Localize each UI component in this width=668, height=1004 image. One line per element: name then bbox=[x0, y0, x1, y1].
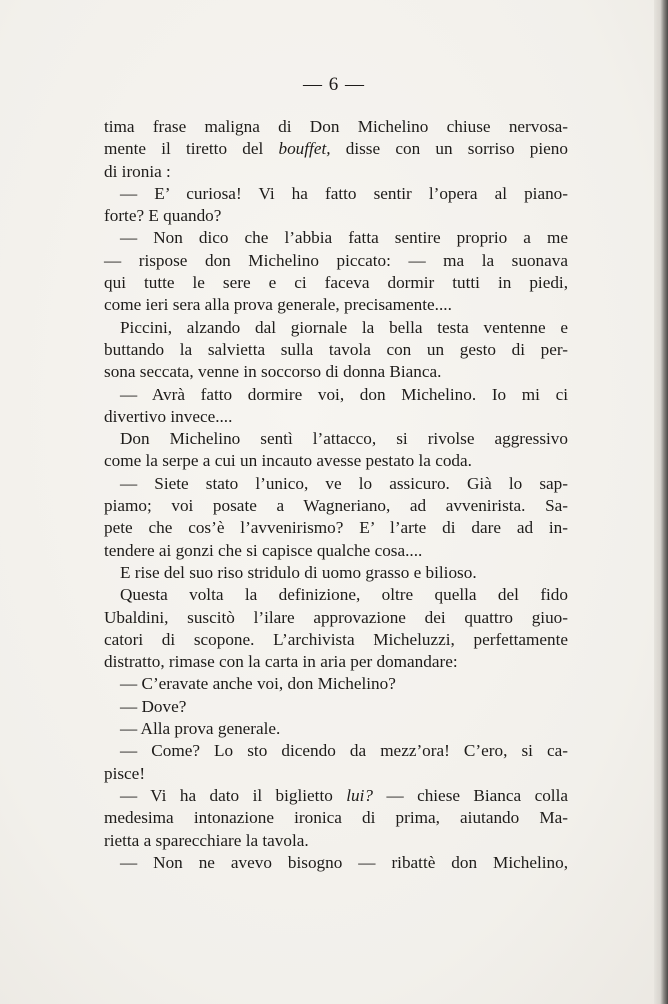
text-line: — Dove? bbox=[120, 696, 187, 716]
text-line: — Siete stato l’unico, ve lo assicuro. Già lo sap- bbox=[120, 473, 568, 493]
text-line: di ironia : bbox=[104, 161, 171, 181]
text-line: tima frase maligna di Don Michelino chiuse nervosa- bbox=[104, 117, 568, 136]
text-line: — Come? Lo sto dicendo da mezz’ora! C’ero, si ca- bbox=[120, 741, 568, 761]
page-edge-shadow bbox=[654, 0, 668, 1004]
text-line: mente il tiretto del bouffet, disse con un sorriso pieno bbox=[104, 139, 568, 159]
text-line: Questa volta la definizione, oltre quella del fido bbox=[120, 585, 568, 605]
text-line: — Non dico che l’abbia fatta sentire proprio a me bbox=[120, 228, 568, 248]
text-line: Don Michelino sentì l’attacco, si rivolse aggressivo bbox=[120, 429, 568, 449]
text-line: E rise del suo riso stridulo di uomo grasso e bilioso. bbox=[120, 562, 477, 582]
text-line: medesima intonazione ironica di prima, aiutando Ma- bbox=[104, 808, 568, 828]
text-line: sona seccata, venne in soccorso di donna Bianca. bbox=[104, 362, 442, 382]
text-line: Ubaldini, suscitò l’ilare approvazione dei quattro giuo- bbox=[104, 607, 568, 627]
text-line: rietta a sparecchiare la tavola. bbox=[104, 830, 309, 850]
text-line: — Vi ha dato il biglietto lui? — chiese Bianca colla bbox=[120, 785, 568, 805]
text-line: come la serpe a cui un incauto avesse pestato la coda. bbox=[104, 451, 472, 471]
text-line: — Alla prova generale. bbox=[120, 719, 281, 739]
text-line: divertivo invece.... bbox=[104, 406, 233, 426]
text-line: tendere ai gonzi che si capisce qualche cosa.... bbox=[104, 540, 423, 560]
text-line: buttando la salvietta sulla tavola con un gesto di per- bbox=[104, 339, 568, 359]
italic-word: bouffet, bbox=[278, 139, 331, 159]
text-line: distratto, rimase con la carta in aria per domandare: bbox=[104, 652, 458, 672]
text-line: — Non ne avevo bisogno — ribattè don Michelino, bbox=[120, 852, 568, 872]
page-number: — 6 — bbox=[303, 74, 365, 95]
text-line: — Avrà fatto dormire voi, don Michelino. Io mi ci bbox=[120, 384, 568, 404]
text-line: come ieri sera alla prova generale, precisamente.... bbox=[104, 295, 452, 315]
text-line: — E’ curiosa! Vi ha fatto sentir l’opera al piano- bbox=[120, 183, 568, 203]
text-line: forte? E quando? bbox=[104, 206, 222, 226]
text-line: qui tutte le sere e ci faceva dormir tutti in piedi, bbox=[104, 273, 568, 293]
text-line: Piccini, alzando dal giornale la bella testa ventenne e bbox=[120, 317, 568, 337]
text-line: pisce! bbox=[104, 763, 146, 783]
text-line: — rispose don Michelino piccato: — ma la suonava bbox=[104, 250, 568, 270]
text-line: catori di scopone. L’archivista Micheluzzi, perfettamente bbox=[104, 629, 568, 649]
body-text bbox=[104, 116, 568, 874]
text-line: — C’eravate anche voi, don Michelino? bbox=[120, 674, 396, 694]
text-line: piamo; voi posate a Wagneriano, ad avvenirista. Sa- bbox=[104, 496, 568, 516]
italic-word: lui? bbox=[346, 785, 374, 805]
text-line: pete che cos’è l’avvenirismo? E’ l’arte di dare ad in- bbox=[104, 518, 568, 538]
